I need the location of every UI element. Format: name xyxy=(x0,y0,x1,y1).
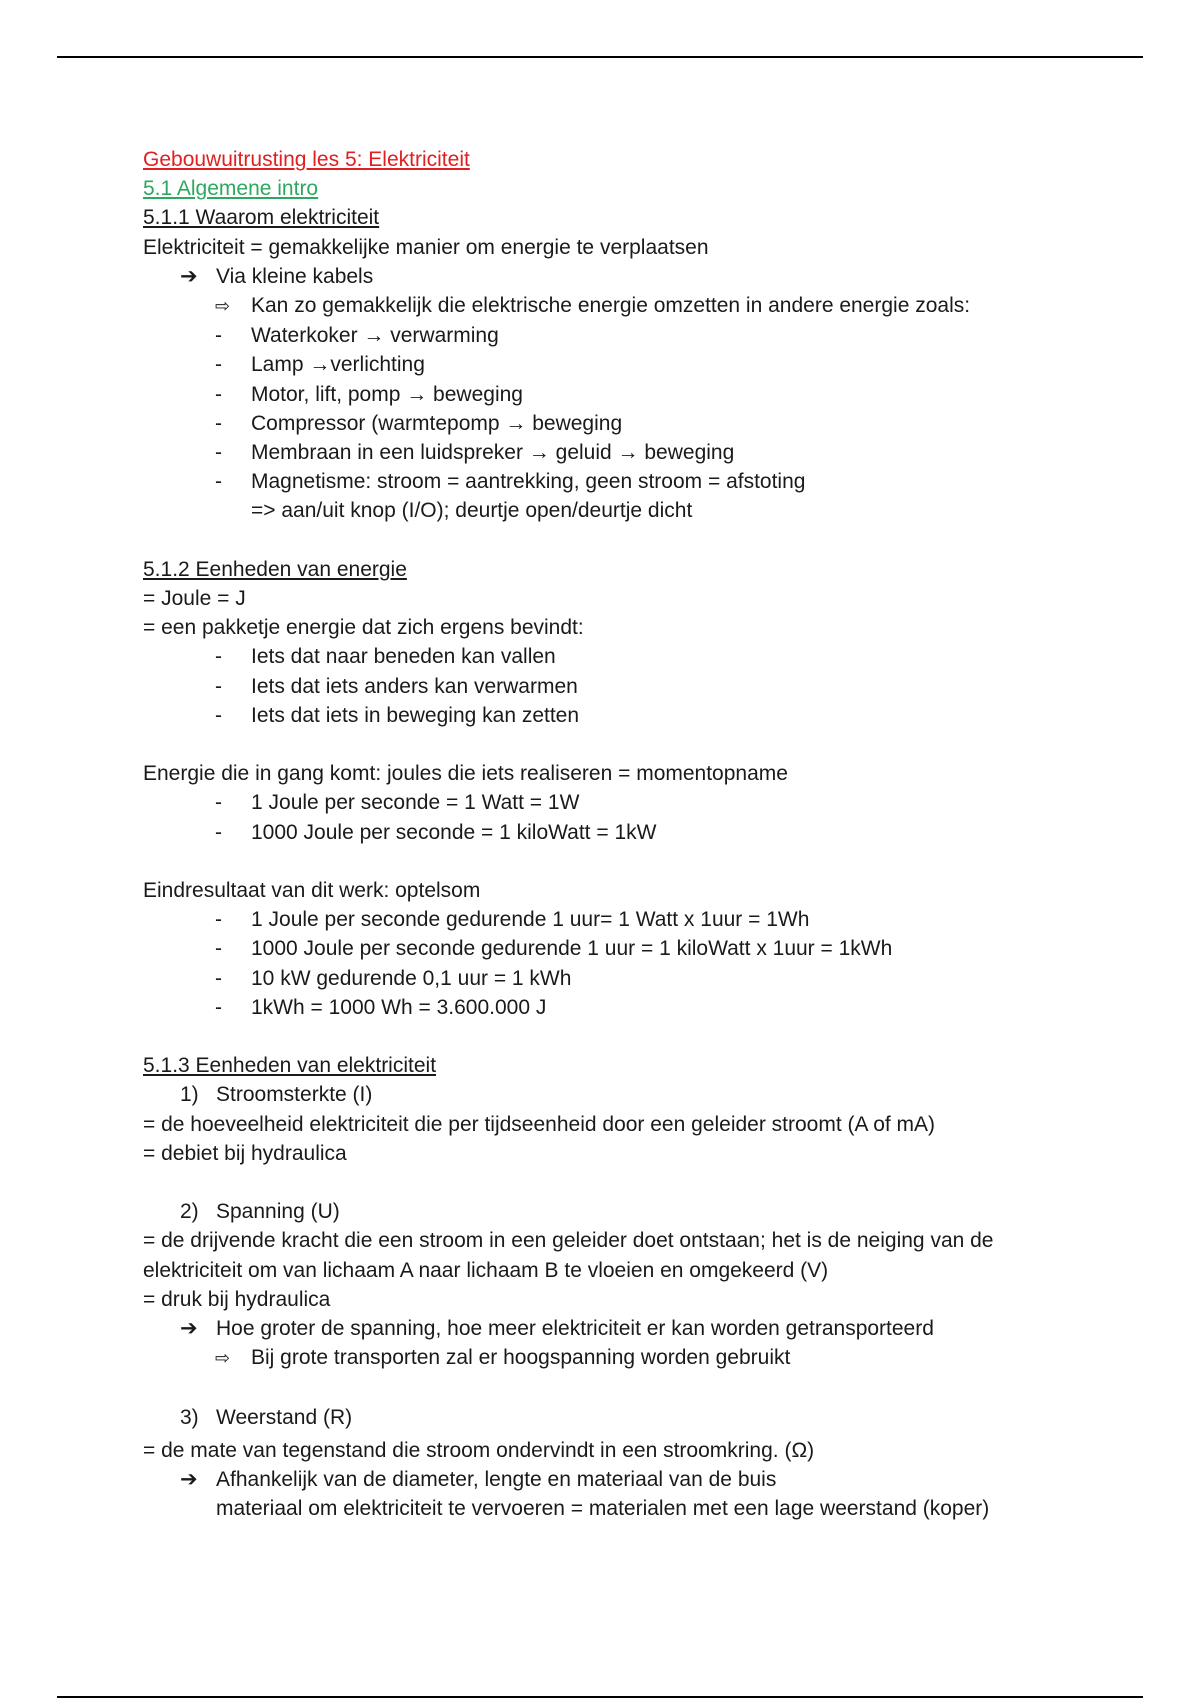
section-heading-5-1: 5.1 Algemene intro xyxy=(143,177,319,201)
list-item xyxy=(143,993,1063,1022)
sub-bullet xyxy=(143,1343,1063,1373)
document-title: Gebouwuitrusting les 5: Elektriciteit xyxy=(143,148,470,171)
arrow-bullet xyxy=(143,1314,1063,1343)
arrow-bullet-text: Afhankelijk van de diameter, lengte en materiaal van de buis xyxy=(216,1468,777,1492)
paragraph-line: = de mate van tegenstand die stroom ondervindt in een stroomkring. (Ω) xyxy=(143,1438,815,1462)
arrow-bullet-text: Via kleine kabels xyxy=(216,264,374,288)
item-number: 1) xyxy=(180,1083,199,1107)
list-item-text: 10 kW gedurende 0,1 uur = 1 kWh xyxy=(251,966,572,990)
paragraph-line: = debiet bij hydraulica xyxy=(143,1141,347,1165)
dash-icon: - xyxy=(215,820,222,844)
list-item xyxy=(143,905,1063,934)
list-item xyxy=(143,672,1063,701)
list-item-text: 1kWh = 1000 Wh = 3.600.000 J xyxy=(251,995,547,1019)
section-heading-5-1-2: 5.1.2 Eenheden van energie xyxy=(143,557,407,581)
list-item-text: Magnetisme: stroom = aantrekking, geen stroom = afstoting xyxy=(251,470,806,494)
paragraph-line: = Joule = J xyxy=(143,587,246,611)
dash-icon: - xyxy=(215,353,222,377)
dash-icon: - xyxy=(215,674,222,698)
arrow-icon: ➔ xyxy=(180,1317,198,1341)
numbered-item xyxy=(143,1080,1063,1109)
item-number: 2) xyxy=(180,1200,199,1224)
dash-icon: - xyxy=(215,937,222,961)
numbered-item-label: Spanning (U) xyxy=(216,1200,340,1224)
sub-bullet-text: Bij grote transporten zal er hoogspanning worden gebruikt xyxy=(251,1346,791,1370)
hollow-arrow-icon: ⇨ xyxy=(215,1348,231,1369)
list-item xyxy=(143,701,1063,730)
sub-bullet-text: Kan zo gemakkelijk die elektrische energie omzetten in andere energie zoals: xyxy=(251,294,971,318)
arrow-bullet xyxy=(143,262,1063,291)
numbered-item-label: Stroomsterkte (I) xyxy=(216,1083,373,1107)
dash-icon: - xyxy=(215,908,222,932)
dash-icon: - xyxy=(215,791,222,815)
dash-icon: - xyxy=(215,645,222,669)
list-item-text: 1000 Joule per seconde = 1 kiloWatt = 1kW xyxy=(251,820,657,844)
dash-icon: - xyxy=(215,470,222,494)
section-heading-5-1-3: 5.1.3 Eenheden van elektriciteit xyxy=(143,1054,437,1078)
dash-icon: - xyxy=(215,703,222,727)
list-item xyxy=(143,934,1063,963)
list-item xyxy=(143,380,1063,409)
numbered-item xyxy=(143,1197,1063,1226)
list-item-text: Iets dat iets in beweging kan zetten xyxy=(251,703,580,727)
list-item-text: Motor, lift, pomp → beweging xyxy=(251,382,523,406)
item-number: 3) xyxy=(180,1405,199,1429)
dash-icon: - xyxy=(215,411,222,435)
list-item xyxy=(143,642,1063,671)
list-item xyxy=(143,438,1063,467)
numbered-item xyxy=(143,1403,1063,1432)
definition-text: Elektriciteit = gemakkelijke manier om energie te verplaatsen xyxy=(143,235,709,259)
list-item xyxy=(143,350,1063,379)
list-item-text: Iets dat iets anders kan verwarmen xyxy=(251,674,578,698)
dash-icon: - xyxy=(215,382,222,406)
paragraph-line: = een pakketje energie dat zich ergens bevindt: xyxy=(143,616,584,640)
dash-icon: - xyxy=(215,324,222,348)
list-item-text: Iets dat naar beneden kan vallen xyxy=(251,645,556,669)
list-item-text: Lamp →verlichting xyxy=(251,353,425,377)
list-item-text: Compressor (warmtepomp → beweging xyxy=(251,411,623,435)
list-item xyxy=(143,467,1063,496)
list-item xyxy=(143,964,1063,993)
continuation-text: => aan/uit knop (I/O); deurtje open/deurtje dicht xyxy=(251,499,693,523)
list-item xyxy=(143,321,1063,350)
list-item-text: 1 Joule per seconde gedurende 1 uur= 1 Watt x 1uur = 1Wh xyxy=(251,908,810,932)
header-rule xyxy=(57,56,1143,58)
paragraph-line: = druk bij hydraulica xyxy=(143,1287,331,1311)
section-heading-5-1-1: 5.1.1 Waarom elektriciteit xyxy=(143,206,380,230)
arrow-icon: ➔ xyxy=(180,1468,198,1492)
document-body xyxy=(143,145,1063,1523)
list-item-text: 1 Joule per seconde = 1 Watt = 1W xyxy=(251,791,580,815)
paragraph-line: elektriciteit om van lichaam A naar lichaam B te vloeien en omgekeerd (V) xyxy=(143,1258,829,1282)
hollow-arrow-icon: ⇨ xyxy=(215,296,231,317)
arrow-bullet xyxy=(143,1465,1063,1494)
list-item xyxy=(143,788,1063,817)
paragraph-line: Eindresultaat van dit werk: optelsom xyxy=(143,879,481,903)
paragraph-line: = de drijvende kracht die een stroom in een geleider doet ontstaan; het is de neiging van de xyxy=(143,1229,994,1253)
dash-icon: - xyxy=(215,995,222,1019)
arrow-bullet-text: Hoe groter de spanning, hoe meer elektriciteit er kan worden getransporteerd xyxy=(216,1317,934,1341)
list-item xyxy=(143,818,1063,847)
list-item-text: Waterkoker → verwarming xyxy=(251,324,499,348)
paragraph-line: Energie die in gang komt: joules die iets realiseren = momentopname xyxy=(143,762,788,786)
numbered-item-label: Weerstand (R) xyxy=(216,1405,353,1429)
continuation-text: materiaal om elektriciteit te vervoeren = materialen met een lage weerstand (koper) xyxy=(216,1497,990,1521)
paragraph-line: = de hoeveelheid elektriciteit die per tijdseenheid door een geleider stroomt (A of mA) xyxy=(143,1112,936,1136)
list-item-text: Membraan in een luidspreker → geluid → beweging xyxy=(251,441,735,465)
dash-icon: - xyxy=(215,441,222,465)
footer-rule xyxy=(57,1696,1143,1698)
arrow-icon: ➔ xyxy=(180,264,198,288)
sub-bullet xyxy=(143,291,1063,321)
dash-icon: - xyxy=(215,966,222,990)
list-item-text: 1000 Joule per seconde gedurende 1 uur = 1 kiloWatt x 1uur = 1kWh xyxy=(251,937,893,961)
list-item xyxy=(143,409,1063,438)
